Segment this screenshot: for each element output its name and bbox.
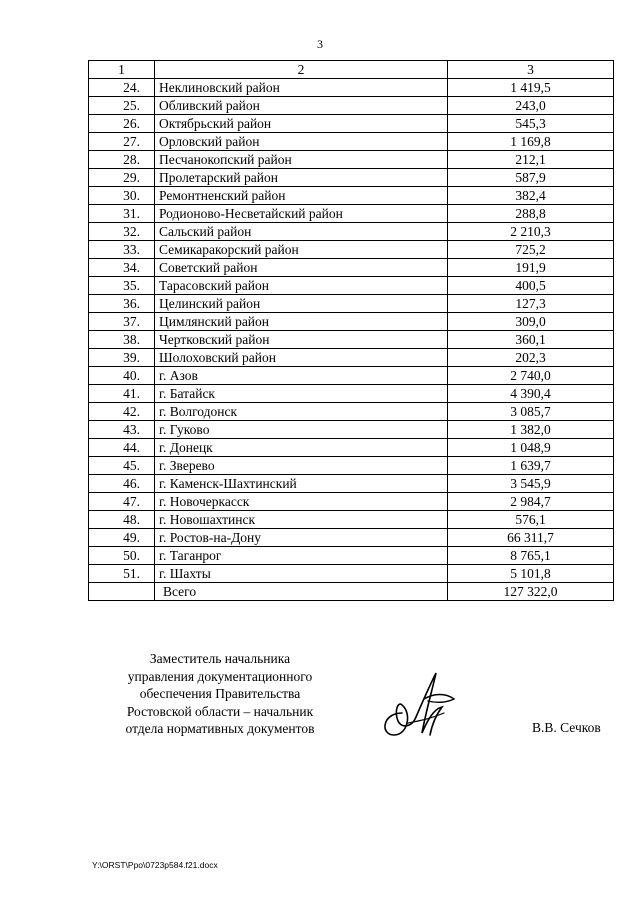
table-row xyxy=(89,79,614,97)
table-row xyxy=(89,475,614,493)
row-value-cell: 8 765,1 xyxy=(448,547,614,565)
table-row xyxy=(89,367,614,385)
row-number-cell: 50. xyxy=(89,547,155,565)
row-name-cell: Октябрьский район xyxy=(155,115,448,133)
row-name-cell: г. Гуково xyxy=(155,421,448,439)
table-row xyxy=(89,349,614,367)
table-body xyxy=(89,79,614,601)
table-row xyxy=(89,241,614,259)
row-number-cell: 42. xyxy=(89,403,155,421)
row-value-cell: 202,3 xyxy=(448,349,614,367)
row-name-cell: г. Таганрог xyxy=(155,547,448,565)
row-number-cell: 34. xyxy=(89,259,155,277)
table-row xyxy=(89,565,614,583)
signature-title-line: Заместитель начальника xyxy=(149,651,291,666)
row-number-cell: 45. xyxy=(89,457,155,475)
row-number-cell: 25. xyxy=(89,97,155,115)
row-number-cell: 51. xyxy=(89,565,155,583)
row-name-cell: Пролетарский район xyxy=(155,169,448,187)
table-row xyxy=(89,439,614,457)
row-value-cell: 1 419,5 xyxy=(448,79,614,97)
table-row xyxy=(89,385,614,403)
row-name-cell: Родионово-Несветайский район xyxy=(155,205,448,223)
data-table xyxy=(88,60,614,601)
row-number-cell: 37. xyxy=(89,313,155,331)
handwritten-signature xyxy=(372,663,464,743)
row-number-cell: 28. xyxy=(89,151,155,169)
row-value-cell: 127,3 xyxy=(448,295,614,313)
row-number-cell: 33. xyxy=(89,241,155,259)
row-number-cell: 39. xyxy=(89,349,155,367)
row-name-cell: Семикаракорский район xyxy=(155,241,448,259)
row-number-cell: 31. xyxy=(89,205,155,223)
column-header-1: 1 xyxy=(89,61,155,79)
row-number-cell: 32. xyxy=(89,223,155,241)
table-row xyxy=(89,115,614,133)
column-header-2: 2 xyxy=(155,61,448,79)
row-number-cell: 47. xyxy=(89,493,155,511)
row-name-cell: г. Батайск xyxy=(155,385,448,403)
row-value-cell: 212,1 xyxy=(448,151,614,169)
table-row xyxy=(89,295,614,313)
row-number-cell: 38. xyxy=(89,331,155,349)
table-row xyxy=(89,331,614,349)
row-value-cell: 3 085,7 xyxy=(448,403,614,421)
table-row xyxy=(89,277,614,295)
table-row xyxy=(89,547,614,565)
table-row xyxy=(89,151,614,169)
row-name-cell: Ремонтненский район xyxy=(155,187,448,205)
row-value-cell: 309,0 xyxy=(448,313,614,331)
row-value-cell: 382,4 xyxy=(448,187,614,205)
table-row xyxy=(89,529,614,547)
row-value-cell: 1 639,7 xyxy=(448,457,614,475)
row-name-cell: Тарасовский район xyxy=(155,277,448,295)
row-value-cell: 4 390,4 xyxy=(448,385,614,403)
row-value-cell: 1 169,8 xyxy=(448,133,614,151)
row-value-cell: 191,9 xyxy=(448,259,614,277)
row-name-cell: Сальский район xyxy=(155,223,448,241)
row-value-cell: 2 984,7 xyxy=(448,493,614,511)
table-row xyxy=(89,259,614,277)
row-name-cell: г. Зверево xyxy=(155,457,448,475)
row-value-cell: 545,3 xyxy=(448,115,614,133)
row-value-cell: 725,2 xyxy=(448,241,614,259)
table-row xyxy=(89,421,614,439)
table-header-row xyxy=(89,61,614,79)
row-value-cell: 576,1 xyxy=(448,511,614,529)
row-number-cell: 46. xyxy=(89,475,155,493)
row-name-cell: Песчанокопский район xyxy=(155,151,448,169)
row-name-cell: Советский район xyxy=(155,259,448,277)
row-name-cell: г. Шахты xyxy=(155,565,448,583)
row-name-cell: г. Новочеркасск xyxy=(155,493,448,511)
row-number-cell: 44. xyxy=(89,439,155,457)
row-number-cell: 35. xyxy=(89,277,155,295)
row-name-cell: г. Новошахтинск xyxy=(155,511,448,529)
table-row xyxy=(89,187,614,205)
row-number-cell: 27. xyxy=(89,133,155,151)
row-value-cell: 243,0 xyxy=(448,97,614,115)
row-number-cell: 29. xyxy=(89,169,155,187)
table-row xyxy=(89,457,614,475)
total-empty-cell xyxy=(89,583,155,601)
row-number-cell: 49. xyxy=(89,529,155,547)
row-number-cell: 36. xyxy=(89,295,155,313)
row-name-cell: г. Волгодонск xyxy=(155,403,448,421)
table-row xyxy=(89,511,614,529)
row-name-cell: Целинский район xyxy=(155,295,448,313)
total-label: Всего xyxy=(155,583,448,601)
signature-title-line: отдела нормативных документов xyxy=(125,721,315,736)
row-name-cell: Шолоховский район xyxy=(155,349,448,367)
row-number-cell: 30. xyxy=(89,187,155,205)
table-row xyxy=(89,403,614,421)
row-name-cell: г. Ростов-на-Дону xyxy=(155,529,448,547)
table-row xyxy=(89,133,614,151)
row-value-cell: 66 311,7 xyxy=(448,529,614,547)
signer-name: В.В. Сечков xyxy=(532,720,601,735)
row-value-cell: 2 740,0 xyxy=(448,367,614,385)
total-value: 127 322,0 xyxy=(448,583,614,601)
row-name-cell: Чертковский район xyxy=(155,331,448,349)
row-name-cell: г. Азов xyxy=(155,367,448,385)
row-number-cell: 26. xyxy=(89,115,155,133)
signature-title-line: управления документационного xyxy=(127,668,313,684)
signature-title-line: Ростовской области – начальник xyxy=(126,703,314,719)
row-name-cell: Неклиновский район xyxy=(155,79,448,97)
row-number-cell: 40. xyxy=(89,367,155,385)
table-row xyxy=(89,205,614,223)
row-value-cell: 3 545,9 xyxy=(448,475,614,493)
row-name-cell: г. Каменск-Шахтинский xyxy=(155,475,448,493)
row-number-cell: 48. xyxy=(89,511,155,529)
total-row xyxy=(89,583,614,601)
table-row xyxy=(89,223,614,241)
table-row xyxy=(89,313,614,331)
signature-title-line: обеспечения Правительства xyxy=(139,686,301,701)
signature-title-block xyxy=(100,650,340,738)
row-value-cell: 360,1 xyxy=(448,331,614,349)
row-name-cell: Цимлянский район xyxy=(155,313,448,331)
row-value-cell: 1 382,0 xyxy=(448,421,614,439)
row-name-cell: Обливский район xyxy=(155,97,448,115)
row-value-cell: 400,5 xyxy=(448,277,614,295)
row-value-cell: 2 210,3 xyxy=(448,223,614,241)
column-header-3: 3 xyxy=(448,61,614,79)
row-number-cell: 43. xyxy=(89,421,155,439)
row-number-cell: 24. xyxy=(89,79,155,97)
row-number-cell: 41. xyxy=(89,385,155,403)
row-value-cell: 5 101,8 xyxy=(448,565,614,583)
row-name-cell: г. Донецк xyxy=(155,439,448,457)
table-row xyxy=(89,97,614,115)
row-value-cell: 587,9 xyxy=(448,169,614,187)
row-value-cell: 288,8 xyxy=(448,205,614,223)
row-value-cell: 1 048,9 xyxy=(448,439,614,457)
file-path: Y:\ORST\Ppo\0723p584.f21.docx xyxy=(92,860,218,870)
table-row xyxy=(89,493,614,511)
page-number: 3 xyxy=(317,37,323,51)
table-row xyxy=(89,169,614,187)
row-name-cell: Орловский район xyxy=(155,133,448,151)
